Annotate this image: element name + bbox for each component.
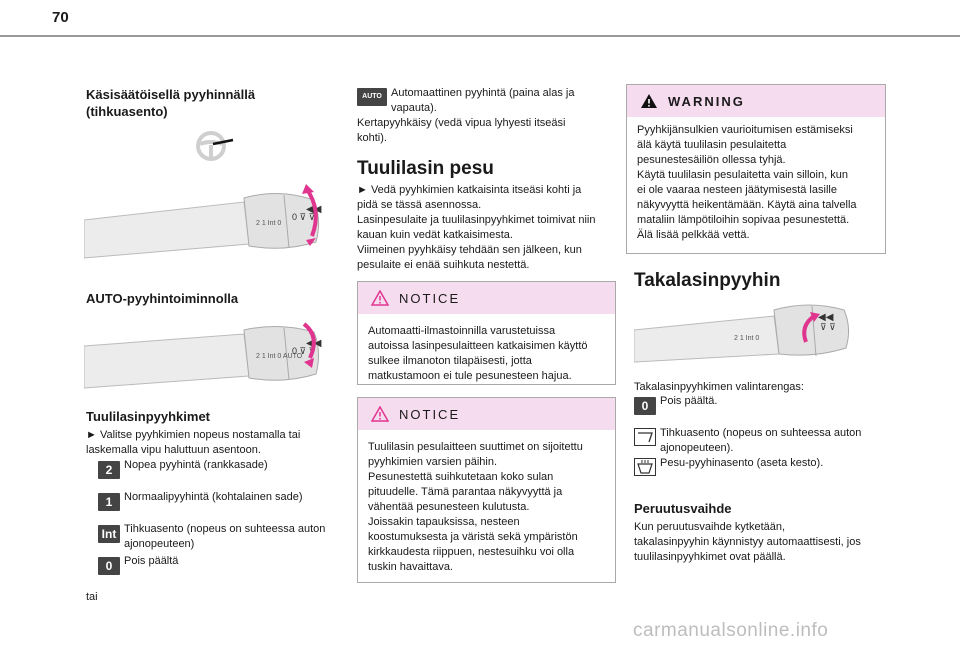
rear-position-0-badge: 0: [634, 397, 656, 415]
notice-box-1: [357, 281, 616, 385]
header-divider: [0, 35, 960, 37]
rear-position-int-text: Tihkuasento (nopeus on suhteessa auton ajonopeuteen).: [660, 427, 862, 454]
intro-text: ► Valitse pyyhkimien nopeus nostamalla tai laskemalla vipu haluttuun asentoon.: [86, 429, 301, 456]
auto-text: Automaattinen pyyhintä (paina alas ja vapauta).: [391, 87, 575, 114]
position-0-badge: 0: [98, 557, 120, 575]
single-wipe-text: Kertapyyhkäisy (vedä vipua lyhyesti itseäsi kohti).: [357, 117, 566, 144]
svg-text:2 1 Int 0 AUTO: 2 1 Int 0 AUTO: [256, 353, 303, 360]
warning-triangle-icon: [640, 93, 658, 109]
warning-triangle-icon: [371, 290, 389, 306]
or-text: tai: [86, 591, 98, 603]
rear-position-0-text: Pois päältä.: [660, 395, 718, 407]
wash-text: ► Vedä pyyhkimien katkaisinta itseäsi kohti ja pidä se tässä asennossa. Lasinpesulaite ja tuulilasinpyyhkimet toimivat niin kauan kuin vedät katkaisimesta. Viimeinen pyyhkäisy tehdään sen jälkeen, kun pesulaite ei enää suihkuta nestettä.: [357, 184, 596, 271]
watermark: carmanualsonline.info: [633, 620, 829, 641]
position-2-badge: 2: [98, 461, 120, 479]
rear-wiper-stalk-illustration: [634, 296, 866, 366]
heading-windscreen-wipers: Tuulilasinpyyhkimet: [86, 409, 211, 424]
rear-wash-wipe-icon: [634, 458, 656, 476]
notice-body: Automaatti-ilmastoinnilla varustetuissa autoissa lasinpesulaitteen katkaisimen käyttö sulkee ilmanoton tilapäisesti, jotta matkustamoon ei tule pesunesteen hajua.: [368, 325, 588, 382]
notice-header: [358, 398, 615, 430]
position-0-text: Pois päältä: [124, 555, 179, 567]
wiper-stalk-illustration-auto: [84, 318, 334, 398]
heading-auto-wiping: AUTO-pyyhintoiminnolla: [86, 291, 239, 306]
rear-wash-row: [634, 456, 823, 476]
svg-text:2 1 Int 0: 2 1 Int 0: [734, 335, 760, 342]
position-int-row: [98, 522, 325, 552]
rear-position-int-row: [634, 426, 861, 456]
auto-row: [357, 86, 574, 116]
notice-header: [358, 282, 615, 314]
rear-wash-text: Pesu-pyyhinasento (aseta kesto).: [660, 457, 824, 469]
notice-body: Tuulilasin pesulaitteen suuttimet on sijoitettu pyyhkimien varsien päihin. Pesunestettä suihkutetaan koko sulan pituudelle. Tämä parantaa näkyvyyttä ja vähentää pesunesteen kulutusta. Joissakin tapauksissa, nesteen koostumuksesta ja väristä sekä ympäristön kirkkaudesta riippuen, nestesuihku voi olla tuskin havaittava.: [368, 441, 583, 573]
svg-text:◀◀: ◀◀: [306, 338, 322, 349]
svg-text:0 ⊽ ⊽: 0 ⊽ ⊽: [292, 212, 316, 222]
warning-triangle-icon: [371, 406, 389, 422]
warning-header: [627, 85, 885, 117]
heading-reverse-gear: Peruutusvaihde: [634, 501, 732, 516]
warning-box: [626, 84, 886, 254]
notice-box-2: [357, 397, 616, 583]
position-0-row: [98, 554, 178, 575]
reverse-text: Kun peruutusvaihde kytketään, takalasinpyyhin käynnistyy automaattisesti, jos tuulilasinpyyhkimet ovat päällä.: [634, 521, 861, 563]
position-2-text: Nopea pyyhintä (rankkasade): [124, 459, 268, 471]
heading-windscreen-wash: Tuulilasin pesu: [357, 158, 494, 179]
warning-title: WARNING: [668, 93, 745, 109]
selector-intro: Takalasinpyyhkimen valintarengas:: [634, 381, 804, 393]
position-int-badge: Int: [98, 525, 120, 543]
svg-text:0 ⊽ ⊽: 0 ⊽ ⊽: [292, 346, 316, 356]
wiper-stalk-illustration-manual: [84, 180, 334, 270]
position-1-row: [98, 490, 303, 511]
svg-text:2 1 Int 0: 2 1 Int 0: [256, 220, 282, 227]
rear-position-0-row: [634, 394, 717, 415]
position-1-badge: 1: [98, 493, 120, 511]
svg-text:◀◀: ◀◀: [818, 312, 834, 323]
rear-intermittent-icon: [634, 428, 656, 446]
steering-wheel-icon: [195, 130, 237, 162]
position-2-row: [98, 458, 268, 479]
notice-title: NOTICE: [399, 406, 461, 422]
heading-rear-wiper: Takalasinpyyhin: [634, 270, 781, 291]
auto-badge: AUTO: [357, 88, 387, 106]
heading-manual-wiping: Käsisäätöisellä pyyhinnällä (tihkuasento): [86, 87, 256, 119]
position-1-text: Normaalipyyhintä (kohtalainen sade): [124, 491, 303, 503]
page-number: 70: [52, 9, 69, 26]
svg-text:◀◀: ◀◀: [306, 204, 322, 215]
notice-title: NOTICE: [399, 290, 461, 306]
svg-text:⊽ ⊽: ⊽ ⊽: [820, 322, 836, 332]
warning-body: Pyyhkijänsulkien vaurioitumisen estämiseksi älä käytä tuulilasin pesulaitetta pesunestesäiliön ollessa tyhjä. Käytä tuulilasin pesulaitetta vain silloin, kun ei ole vaaraa nesteen jäätymisestä lasille näkyvyyttä heikentämään. Käytä aina talvella mataliin lämpötiloihin sopivaa pesunestettä. Älä lisää pelkkää vettä.: [637, 124, 857, 241]
position-int-text: Tihkuasento (nopeus on suhteessa auton ajonopeuteen): [124, 523, 326, 550]
